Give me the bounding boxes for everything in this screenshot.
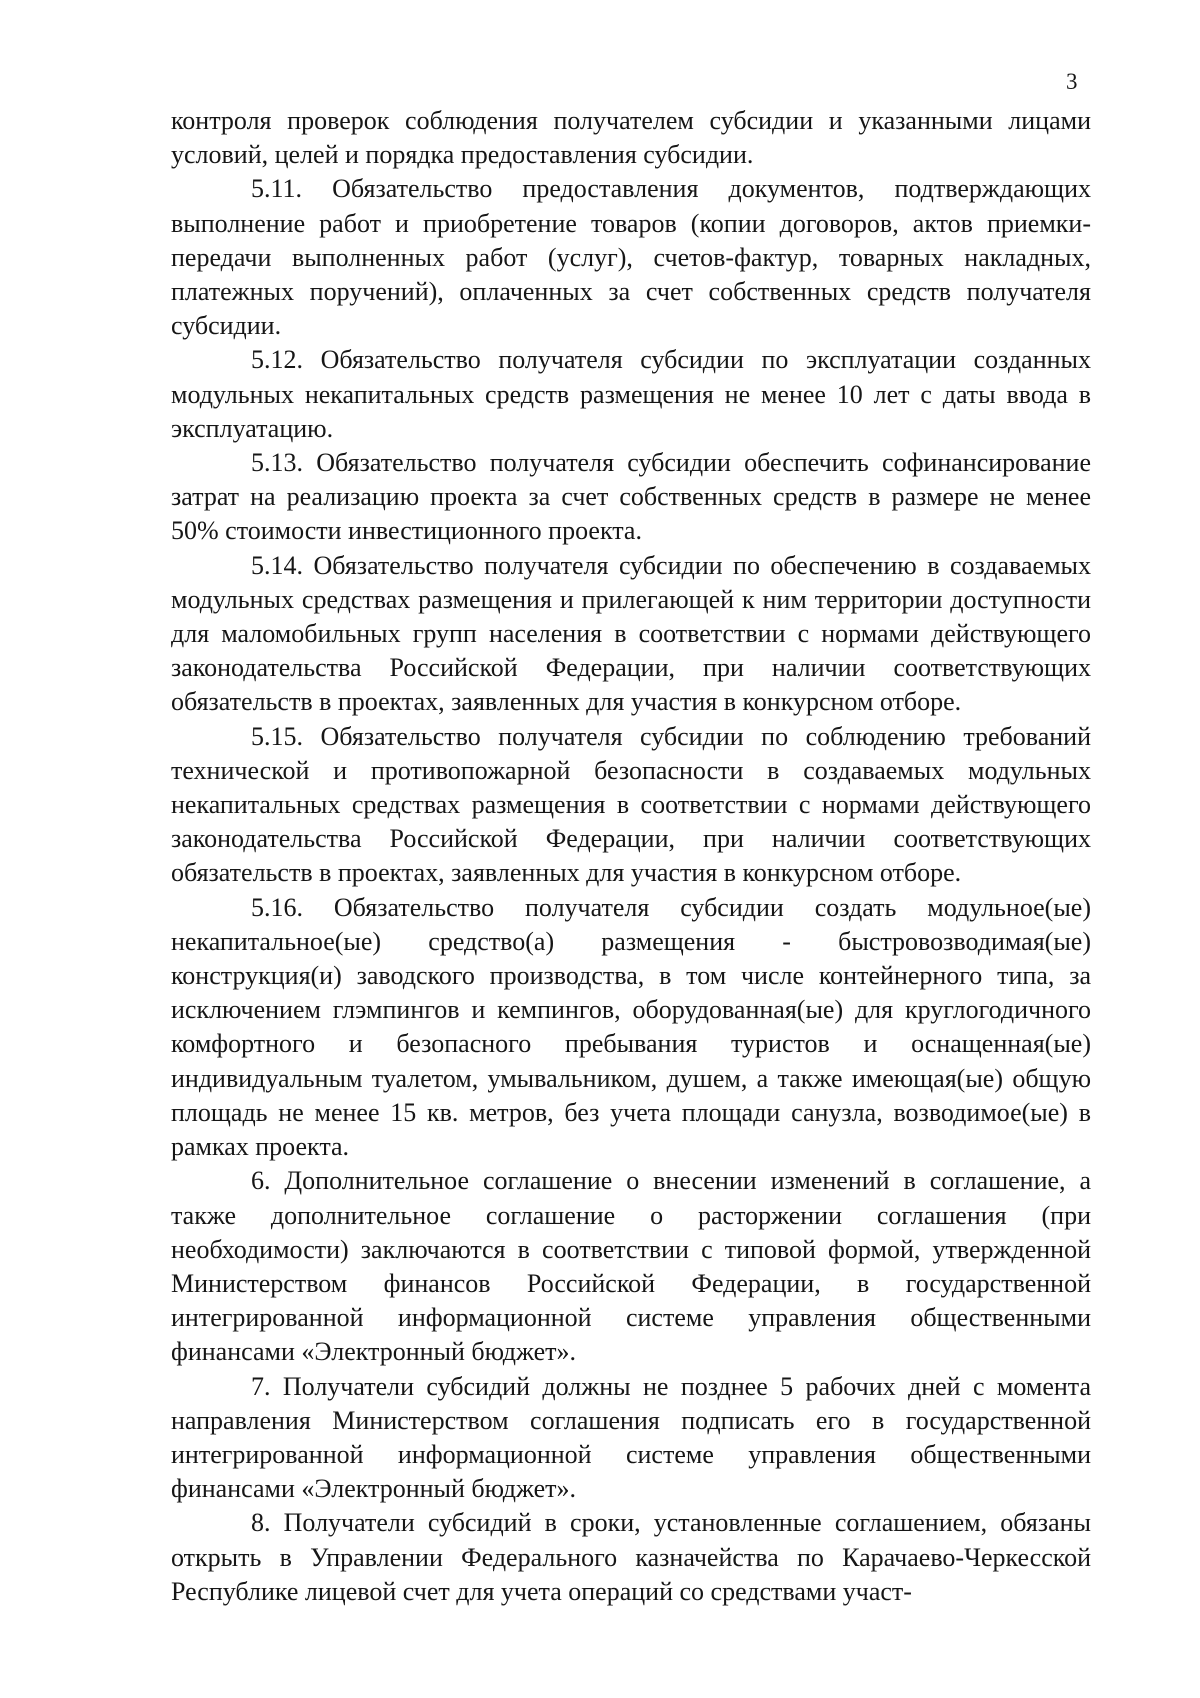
paragraph-5-16: 5.16. Обязательство получателя субсидии создать модульное(ые) некапитальное(ые) средство(а) размещения - быстровозводимая(ые) конструкция(и) заводского производства, в том числе контейнерного типа, за исключением глэмпингов и кемпингов, оборудованная(ые) для круглогодичного комфортного и безопасного пребывания туристов и оснащенная(ые) индивидуальным туалетом, умывальником, душем, а также имеющая(ые) общую площадь не менее 15 кв. метров, без учета площади санузла, возводимое(ые) в рамках проекта. [171, 892, 1091, 1162]
paragraph-5-15: 5.15. Обязательство получателя субсидии по соблюдению требований технической и противопожарной безопасности в создаваемых модульных некапитальных средствах размещения в соответствии с нормами действующего законодательства Российской Федерации, при наличии соответствующих обязательств в проектах, заявленных для участия в конкурсном отборе. [171, 721, 1091, 888]
paragraph-7: 7. Получатели субсидий должны не позднее 5 рабочих дней с момента направления Министерством соглашения подписать его в государственной интегрированной информационной системе управления общественными финансами «Электронный бюджет». [171, 1371, 1091, 1504]
paragraph-continuation: контроля проверок соблюдения получателем субсидии и указанными лицами условий, целей и порядка предоставления субсидии. [171, 106, 1091, 170]
paragraph-5-12: 5.12. Обязательство получателя субсидии по эксплуатации созданных модульных некапитальных средств размещения не менее 10 лет с даты ввода в эксплуатацию. [171, 345, 1091, 443]
paragraph-6: 6. Дополнительное соглашение о внесении изменений в соглашение, а также дополнительное соглашение о расторжении соглашения (при необходимости) заключаются в соответствии с типовой формой, утвержденной Министерством финансов Российской Федерации, в государственной интегрированной информационной системе управления общественными финансами «Электронный бюджет». [171, 1166, 1091, 1367]
paragraph-5-14: 5.14. Обязательство получателя субсидии по обеспечению в создаваемых модульных средствах размещения и прилегающей к ним территории доступности для маломобильных групп населения в соответствии с нормами действующего законодательства Российской Федерации, при наличии соответствующих обязательств в проектах, заявленных для участия в конкурсном отборе. [171, 550, 1091, 717]
paragraph-5-13: 5.13. Обязательство получателя субсидии обеспечить софинансирование затрат на реализацию проекта за счет собственных средств в размере не менее 50% стоимости инвестиционного проекта. [171, 448, 1091, 546]
paragraph-5-11: 5.11. Обязательство предоставления документов, подтверждающих выполнение работ и приобретение товаров (копии договоров, актов приемки-передачи выполненных работ (услуг), счетов-фактур, товарных накладных, платежных поручений), оплаченных за счет собственных средств получателя субсидии. [171, 174, 1091, 341]
document-body [171, 104, 1091, 1609]
page-number: 3 [1066, 69, 1078, 94]
paragraph-8: 8. Получатели субсидий в сроки, установленные соглашением, обязаны открыть в Управлении Федерального казначейства по Карачаево-Черкесской Республике лицевой счет для учета операций со средствами участ- [171, 1508, 1091, 1606]
